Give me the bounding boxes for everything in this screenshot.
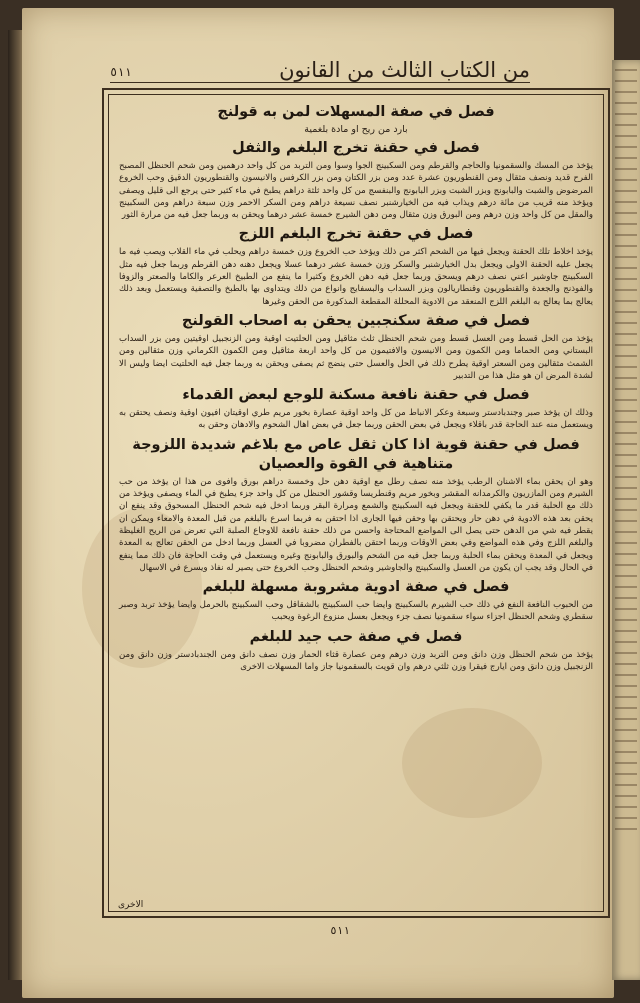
page-header <box>110 50 530 83</box>
adjacent-page-line <box>615 366 637 368</box>
section <box>119 312 593 382</box>
adjacent-page-line <box>615 806 637 808</box>
adjacent-page-line <box>615 377 637 379</box>
adjacent-page-line <box>615 201 637 203</box>
adjacent-page-line <box>615 586 637 588</box>
adjacent-page-line <box>615 696 637 698</box>
adjacent-page-line <box>615 520 637 522</box>
adjacent-page-line <box>615 762 637 764</box>
adjacent-page-line <box>615 531 637 533</box>
adjacent-page-line <box>615 256 637 258</box>
adjacent-page-line <box>615 685 637 687</box>
adjacent-page-line <box>615 212 637 214</box>
section <box>119 578 593 624</box>
adjacent-page-line <box>615 355 637 357</box>
adjacent-page-line <box>615 124 637 126</box>
section <box>119 139 593 221</box>
adjacent-page-line <box>615 168 637 170</box>
adjacent-page-line <box>615 740 637 742</box>
section-body: وهو ان يحقن بماء الاشنان الرطب يؤخذ منه نصف رطل مع اوقية دهن حل وخمسة دراهم بورق وافوى من هذا ان يؤخذ من حب الشيرم ومن المازريون والكرمدانه المقشر وبخور مريم وقنطريسا وقشور الحنظل من كل واحد جزء يطبخ في الماء ويصفى ويؤخذ من ذلك مع الحلبة قدر ما يكفي للحقنة ويجعل فيه السكبينج والشمع ومرارة البقر وربما ادخل فيه شحم الحنظل المسحوق وقد ينفع ان يحقن بعد هذه الادوية في دهن حار ويحتقن بها وحقن فيها الجارى اذا احتقن به فربما اسرع بالبلغم من قبل المعدة والامعاء ويمكن ان يقطر فيه شي من الدهن حتى يصل الى المواضع المحتاجة واحسن من ذلك حقنة نافعة للاوجاع الصلبة التي تعرض من الريح الغليظة والبلغم اللزج وفي هذه المواضع وفي بعض الاوقات وربما احتقن بالفطران مضروبا في العسل وربما ادخل من الحقن تعالج به المعدة ويجعل في المعدة ويحقن بماء الحلبة وربما جعل فيه من الشحم والبورق والبابونج وغيره ويستعمل في وقت الحاجة فان ذلك مما ينفع في الحال وقد يجب ان يكون من العسل والسكبينج والجاوشير وشحم الحنظل وحب الخروع حتى يصير له نفاذ ويسرع في الاسهال <box>119 476 593 573</box>
adjacent-page-line <box>615 597 637 599</box>
section-heading: فصل في حقنة قوية اذا كان ثقل عاص مع بلاغم شديدة اللزوجة متناهية في القوة والعصيان <box>132 436 580 472</box>
adjacent-page-edge <box>612 60 640 980</box>
adjacent-page-line <box>615 784 637 786</box>
adjacent-page-line <box>615 91 637 93</box>
section-heading: فصل في حقنة نافعة مسكنة للوجع لبعض القدماء <box>182 387 530 404</box>
adjacent-page-line <box>615 828 637 830</box>
section-heading: فصل في صفة ادوية مشروبة مسهلة للبلغم <box>202 579 510 596</box>
section <box>119 103 593 135</box>
section-body: وذلك ان يؤخذ صبر وجندبادستر وسبعة وعكر الانباط من كل واحد اوقية عصارة بخور مريم طري اوقيتان افيون اوقية ونصف يحتقن به ويستعمل منه عند الحاجة قدر باقلاء ويجعل في بعض الحقن وربما جعل في بعض اهال الشحوم والادهان وحقن به <box>119 408 593 431</box>
adjacent-page-line <box>615 795 637 797</box>
section-body: يؤخذ اخلاط تلك الحقنة ويجعل فيها من الشحم اكثر من ذلك ويؤخذ حب الخروع وزن خمسة دراهم ويحلب في ماء القلاب ويصب فيه ما يجعل عليه الحقنة الاولى ويجعل بدل الخيارشنبر والسكر وزن خمسة عشر درهما عسلا ويجعل دهنه دهن القرطم وربما جعل فيه مثل السكبينج جاوشير اعني نصف درهم ويسحق وربما جعل فيه دهن الخروع وكثيرا ما ينفع من الطبيخ العرعر والكاما والصعتر والزوفا والفوذنج والجعدة والقنطوريون وقنطاريالون وبزر السداب والبسفايج وانواع من ذلك ويتداوى بها بالطبخ والتصفية ويستعمل وبعد ذلك يعالج بما يعالج به البلغم اللزج المنعقد من الادوية المحللة المقطعة المذكورة من الحقن وغيرها <box>119 247 593 307</box>
section-body: يؤخذ من الحل قسط ومن العسل قسط ومن شحم الحنظل ثلث مثاقيل ومن الحلتيت اوقية ومن الزنجبيل اوقيتين ومن بزر السداب البستاني ومن الحماما ومن الكمون ومن الانيسون والافتيمون من كل واحد اربعة مثاقيل ومن الكمون الكرماني وزن مثقالين ومن الشمث مثقالين ومن السعتر اوقية يطرح ذلك في الحل والعسل حتى ينضج ثم يصفى ويحقن به وربما جعل فيه الحلتيت ايضا وليس الا لشدة المرض ان هو مثل هذا من التدبير <box>119 333 593 381</box>
adjacent-page-line <box>615 102 637 104</box>
adjacent-page-line <box>615 322 637 324</box>
adjacent-page-line <box>615 674 637 676</box>
adjacent-page-line <box>615 311 637 313</box>
adjacent-page-line <box>615 575 637 577</box>
adjacent-page-line <box>615 223 637 225</box>
adjacent-page-line <box>615 333 637 335</box>
section-body: يؤخذ من شحم الحنظل وزن دانق ومن التربد وزن درهم ومن عصارة قثاء الحمار وزن نصف دانق ومن الجندبادستر وزن دانق ومن الزنجبيل وزن دانق ومن ايارج فيقرا وزن ثلثي درهم وان قويت بالسقمونيا جاز واما المسهلات الاخرى <box>119 649 593 673</box>
adjacent-page-line <box>615 234 637 236</box>
adjacent-page-line <box>615 542 637 544</box>
page-number-top: ٥١١ <box>110 65 132 79</box>
section-heading: فصل في صفة سكنجبين يحقن به اصحاب القولنج <box>181 312 531 329</box>
adjacent-page-line <box>615 179 637 181</box>
adjacent-page-line <box>615 718 637 720</box>
section-body: يؤخذ من المسك والسقمونيا والحاجم والقرطم ومن السكبينج الجوا وسوا ومن التربد من كل واحد درهمين ومن شحم الحنظل المصبح الفرح قديد ونصف مثقال ومن القنطوريون عشرة عدد ومن بزر الكتان ومن بزر الكرفس والانيسون والقنطوريون الدقيق وحب الخروع المرضوض والشبت والبابونج وبزر الشبت وبزر البابونج والبنفسج من كل واحد ثلثة دراهم يطبخ في ماء كثير حتى يرجع الى قليل ويصفى ويؤخذ منه قريب من مائة درهم ويذاب فيه من الخيارشنبر نصف نسيعة دراهم ومن السكر الاحمر وزن سبعة دراهم ومن السكبينج والمقل من كل واحد وزن درهم ومن البورق وزن مثقال ومن دهن الشيرج خمسة عشر درهما ويحقن به وربما جعل فيه من مرارة الثور <box>119 161 593 221</box>
adjacent-page-line <box>615 729 637 731</box>
adjacent-page-line <box>615 630 637 632</box>
section <box>119 436 593 574</box>
running-title: من الكتاب الثالث من القانون <box>279 58 530 82</box>
adjacent-page-line <box>615 388 637 390</box>
adjacent-page-line <box>615 663 637 665</box>
adjacent-page-line <box>615 487 637 489</box>
adjacent-page-line <box>615 751 637 753</box>
section-heading: فصل في صفة المسهلات لمن به قولنج <box>217 104 495 120</box>
adjacent-page-line <box>615 421 637 423</box>
adjacent-page-line <box>615 707 637 709</box>
catchword: الاخرى <box>118 900 144 910</box>
adjacent-page-line <box>615 608 637 610</box>
section-body: من الحبوب النافعة النفع في ذلك حب الشيرم بالسكبينج وايضا حب السكبينج بالشقاقل وحب السكبينج بالحرمل وايضا يؤخذ تربد وصبر سقطري وشحم الحنظل اجزاء سواء سقمونيا نصف جزء ويجعل بعسل منزوع الرغوة ويحبب <box>119 600 593 623</box>
adjacent-page-line <box>615 652 637 654</box>
adjacent-page-line <box>615 146 637 148</box>
page-number-bottom: ٥١١ <box>330 924 350 937</box>
adjacent-page-line <box>615 498 637 500</box>
section <box>119 225 593 307</box>
adjacent-page-line <box>615 553 637 555</box>
adjacent-page-line <box>615 113 637 115</box>
adjacent-page-line <box>615 509 637 511</box>
adjacent-page-line <box>615 157 637 159</box>
section-heading: فصل في صفة حب جيد للبلغم <box>249 628 463 645</box>
adjacent-page-line <box>615 80 637 82</box>
adjacent-page-line <box>615 773 637 775</box>
adjacent-page-line <box>615 69 637 71</box>
adjacent-page-line <box>615 564 637 566</box>
section-subheading: بارد من ريح او مادة بلغمية <box>304 124 408 135</box>
adjacent-page-line <box>615 399 637 401</box>
adjacent-page-line <box>615 432 637 434</box>
adjacent-page-line <box>615 135 637 137</box>
adjacent-page-line <box>615 289 637 291</box>
adjacent-page-line <box>615 641 637 643</box>
adjacent-page-line <box>615 817 637 819</box>
section-heading: فصل في حقنة تخرج البلغم اللزج <box>238 226 474 243</box>
adjacent-page-line <box>615 465 637 467</box>
adjacent-page-line <box>615 190 637 192</box>
section <box>119 386 593 432</box>
adjacent-page-line <box>615 454 637 456</box>
adjacent-page-line <box>615 619 637 621</box>
adjacent-page-line <box>615 476 637 478</box>
section <box>119 628 593 674</box>
adjacent-page-line <box>615 344 637 346</box>
text-frame-inner <box>108 94 604 912</box>
adjacent-page-line <box>615 267 637 269</box>
adjacent-page-line <box>615 410 637 412</box>
adjacent-page-line <box>615 300 637 302</box>
adjacent-page-line <box>615 443 637 445</box>
text-frame <box>102 88 610 918</box>
adjacent-page-line <box>615 245 637 247</box>
adjacent-page-line <box>615 278 637 280</box>
section-heading: فصل في حقنة تخرج البلغم والثفل <box>232 140 480 156</box>
